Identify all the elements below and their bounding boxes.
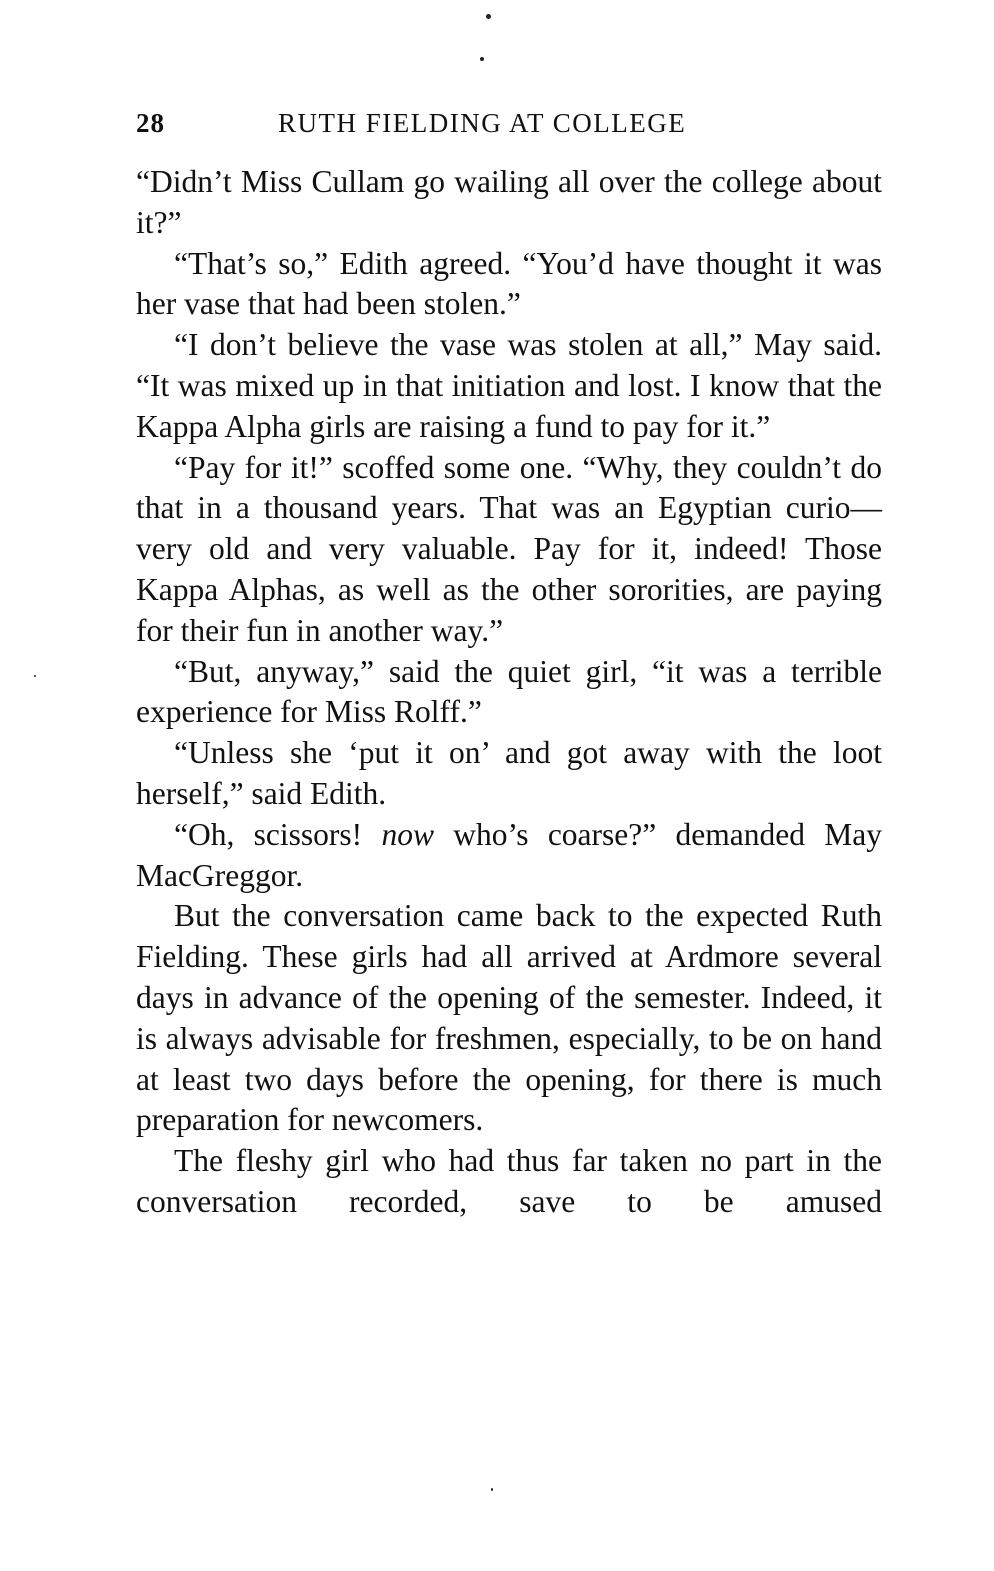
print-speck <box>34 675 36 677</box>
paragraph-text: who’s coarse?” demanded May MacGreggor. <box>136 816 882 893</box>
emphasized-word: now <box>381 816 434 852</box>
paragraph <box>136 815 882 897</box>
page-number: 28 <box>136 108 165 138</box>
paragraph-text: “Oh, scissors! <box>174 816 382 852</box>
print-speck <box>491 1488 493 1491</box>
paragraph: “But, anyway,” said the quiet girl, “it was a terrible experience for Miss Rolff.” <box>136 653 882 730</box>
paragraph: But the conversation came back to the expected Ruth Fielding. These girls had all arrived at Ardmore several days in advance of the opening of the semester. Indeed, it is always advisable for freshmen, especially, to be on hand at least two days before the opening, for there is much preparation for newcomers. <box>136 898 882 1138</box>
print-speck <box>486 14 491 19</box>
body-text <box>136 162 882 1223</box>
print-speck <box>480 57 484 61</box>
page-header <box>136 108 882 148</box>
paragraph: The fleshy girl who had thus far taken no part in the conversation recorded, save to be amused <box>136 1143 882 1219</box>
paragraph: “That’s so,” Edith agreed. “You’d have thought it was her vase that had been stolen.” <box>136 245 882 322</box>
running-head: RUTH FIELDING AT COLLEGE <box>278 108 687 138</box>
paragraph: “Unless she ‘put it on’ and got away with the loot herself,” said Edith. <box>136 735 882 811</box>
paragraph: “I don’t believe the vase was stolen at all,” May said. “It was mixed up in that initiation and lost. I know that the Kappa Alpha girls are raising a fund to pay for it.” <box>136 327 882 444</box>
paragraph: “Pay for it!” scoffed some one. “Why, they couldn’t do that in a thousand years. That was an Egyptian curio—very old and very valuable. Pay for it, indeed! Those Kappa Alphas, as well as the other sororities, are paying for their fun in another way.” <box>136 449 882 648</box>
paragraph: “Didn’t Miss Cullam go wailing all over the college about it?” <box>136 164 882 240</box>
